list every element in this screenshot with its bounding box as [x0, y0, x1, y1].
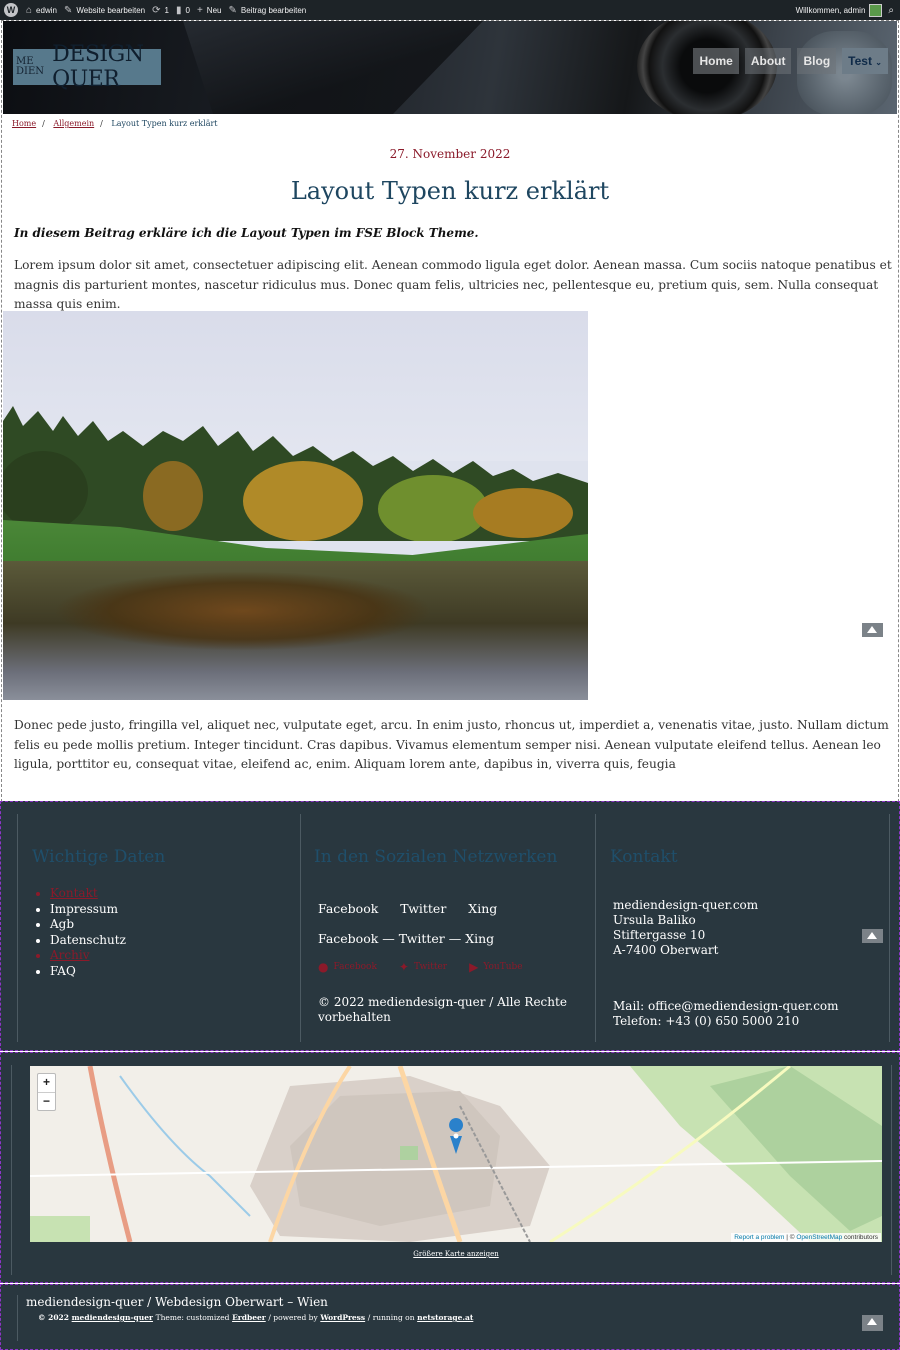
- social-facebook-link[interactable]: Facebook: [318, 901, 379, 916]
- map-zoom-control: [37, 1073, 56, 1111]
- social-links-row: [318, 901, 515, 916]
- welcome-text[interactable]: Willkommen, admin: [795, 5, 866, 15]
- breadcrumb-current: Layout Typen kurz erklärt: [111, 119, 218, 128]
- social-links-inline[interactable]: Facebook — Twitter — Xing: [318, 931, 495, 946]
- credits-host-link[interactable]: netstorage.at: [417, 1313, 474, 1322]
- post-date: 27. November 2022: [389, 147, 511, 161]
- contact-address: mediendesign-quer.com Ursula Baliko Stiftergasse 10 A-7400 Oberwart: [613, 898, 759, 957]
- edit-post-link[interactable]: ✎ Beitrag bearbeiten: [228, 4, 307, 16]
- post-paragraph-1: Lorem ipsum dolor sit amet, consectetuer adipiscing elit. Aenean commodo ligula eget dolor. Aenean massa. Cum sociis natoque penatibus et magnis dis parturient montes, nascetur ridiculus mus. Donec quam felis, ultricies nec, pellentesque eu, pretium quis, sem. Nulla consequat massa quis enim.: [14, 258, 892, 311]
- social-icon-twitter[interactable]: ✦ Twitter: [398, 960, 448, 974]
- larger-map-link[interactable]: Größere Karte anzeigen: [413, 1250, 499, 1258]
- chevron-down-icon: ⌄: [875, 58, 882, 67]
- updates-link[interactable]: ⟳ 1: [152, 4, 169, 16]
- zoom-in-button[interactable]: +: [42, 1075, 50, 1089]
- main-nav: [687, 48, 888, 74]
- home-icon: ⌂: [26, 4, 33, 16]
- link-archiv[interactable]: • Archiv: [50, 948, 126, 964]
- contact-mail[interactable]: Mail: office@mediendesign-quer.com: [613, 999, 839, 1013]
- social-icon-facebook[interactable]: ● Facebook: [318, 960, 377, 974]
- nav-home[interactable]: Home: [693, 48, 738, 74]
- footer-credits: © 2022 mediendesign-quer Theme: customized Erdbeer / powered by WordPress / running on netstorage.at: [38, 1313, 474, 1322]
- nav-test[interactable]: Test ⌄: [842, 48, 888, 74]
- scroll-to-top-button[interactable]: [862, 623, 883, 637]
- link-faq[interactable]: • FAQ: [50, 964, 126, 980]
- admin-bar: [0, 0, 900, 20]
- footer-column-contact: [596, 814, 890, 1042]
- header-background-shape: [183, 21, 483, 114]
- search-icon[interactable]: ⌕: [888, 4, 894, 16]
- zoom-out-button[interactable]: −: [38, 1092, 55, 1111]
- contact-phone[interactable]: Telefon: +43 (0) 650 5000 210: [613, 1014, 800, 1028]
- report-problem-link[interactable]: Report a problem: [734, 1234, 785, 1241]
- widget-title-important: Wichtige Daten: [32, 847, 166, 867]
- credits-theme-link[interactable]: Erdbeer: [232, 1313, 266, 1322]
- post-title: Layout Typen kurz erklärt: [290, 177, 610, 205]
- widget-title-contact: Kontakt: [610, 847, 678, 867]
- refresh-icon: ⟳: [152, 4, 161, 16]
- footer-column-social: [300, 814, 596, 1042]
- wordpress-logo-icon[interactable]: W: [4, 3, 18, 17]
- nav-about[interactable]: About: [745, 48, 792, 74]
- youtube-icon: ▶: [469, 960, 479, 974]
- comments-link[interactable]: ▮ 0: [175, 4, 190, 16]
- admin-site-link[interactable]: ⌂ edwin: [26, 4, 57, 16]
- logo-big-text: DESIGN QUER: [52, 42, 144, 92]
- site-tagline: mediendesign-quer / Webdesign Oberwart – Wien: [26, 1295, 328, 1309]
- brush-icon: ✎: [63, 4, 73, 16]
- site-logo[interactable]: [13, 42, 161, 92]
- link-kontakt[interactable]: • Kontakt: [50, 886, 126, 902]
- openstreetmap-embed[interactable]: [30, 1066, 882, 1242]
- breadcrumb: Home / Allgemein / Layout Typen kurz erklärt: [12, 119, 218, 128]
- social-twitter-link[interactable]: Twitter: [400, 901, 447, 916]
- footer-copyright: © 2022 mediendesign-quer / Alle Rechte vorbehalten: [318, 995, 567, 1024]
- logo-small-text: ME DIEN: [16, 56, 45, 77]
- widget-title-social: In den Sozialen Netzwerken: [314, 847, 558, 867]
- facebook-icon: ●: [318, 960, 329, 974]
- pencil-icon: ✎: [228, 4, 237, 16]
- edit-site-link[interactable]: ✎ Website bearbeiten: [63, 4, 146, 16]
- scroll-to-top-button-3[interactable]: [862, 1315, 883, 1331]
- credits-site-link[interactable]: mediendesign-quer: [71, 1313, 153, 1322]
- footer-column-links: [17, 814, 301, 1042]
- lake-photo: [3, 311, 588, 700]
- map-attribution: Report a problem | © OpenStreetMap contributors: [731, 1233, 881, 1242]
- contact-details: [613, 999, 839, 1029]
- important-links-list: [50, 886, 126, 979]
- link-impressum[interactable]: • Impressum: [50, 902, 126, 918]
- avatar[interactable]: [869, 4, 882, 17]
- breadcrumb-category[interactable]: Allgemein: [53, 119, 95, 128]
- credits-wordpress-link[interactable]: WordPress: [320, 1313, 366, 1322]
- social-icons-row: [318, 960, 545, 974]
- social-icon-youtube[interactable]: ▶ YouTube: [469, 960, 523, 974]
- scroll-to-top-button-2[interactable]: [862, 929, 883, 943]
- link-datenschutz[interactable]: • Datenschutz: [50, 933, 126, 949]
- twitter-icon: ✦: [398, 960, 409, 974]
- post-lead: In diesem Beitrag erkläre ich die Layout Typen im FSE Block Theme.: [14, 226, 479, 240]
- new-content-link[interactable]: + Neu: [196, 4, 222, 16]
- plus-icon: +: [196, 4, 203, 16]
- link-agb[interactable]: • Agb: [50, 917, 126, 933]
- comment-icon: ▮: [175, 4, 182, 16]
- nav-blog[interactable]: Blog: [797, 48, 836, 74]
- osm-link[interactable]: OpenStreetMap: [796, 1234, 843, 1241]
- breadcrumb-home[interactable]: Home: [12, 119, 37, 128]
- forest-silhouette: [3, 401, 588, 541]
- post-paragraph-2: Donec pede justo, fringilla vel, aliquet nec, vulputate eget, arcu. In enim justo, rhoncus ut, imperdiet a, venenatis vitae, justo. Nullam dictum felis eu pede mollis pretium. Integer tincidunt. Cras dapibus. Vivamus elementum semper nisi. Aenean vulputate eleifend tellus. Aenean leo ligula, porttitor eu, consequat vitae, eleifend ac, enim. Aliquam lorem ante, dapibus in, viverra quis, feugia: [14, 718, 889, 771]
- social-xing-link[interactable]: Xing: [468, 901, 498, 916]
- footer-widgets: [0, 801, 900, 1051]
